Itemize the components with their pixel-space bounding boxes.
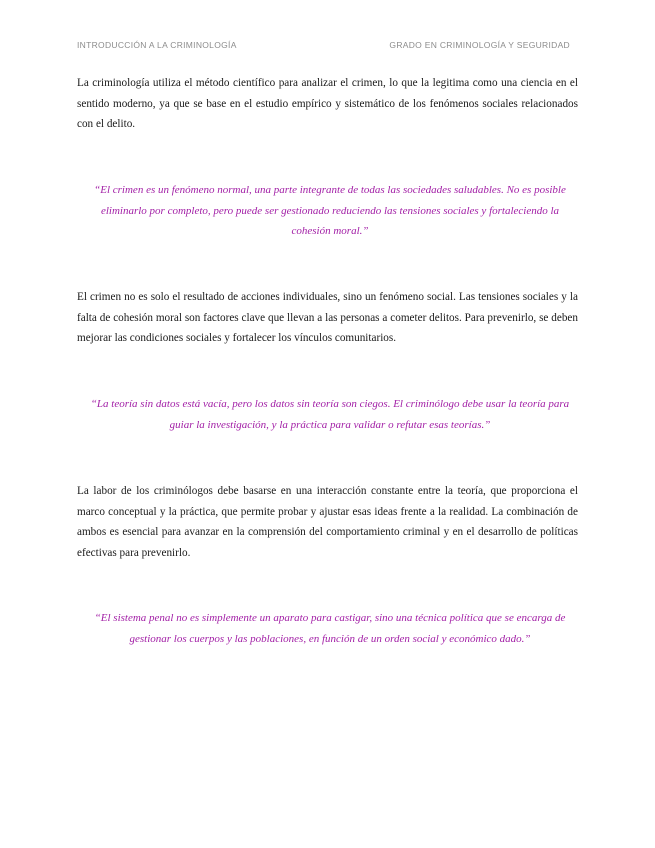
quote-crime-normal-phenomenon: “El crimen es un fenómeno normal, una parte integrante de todas las sociedades saludables. No es posible eliminarlo por completo, pero puede ser gestionado reduciendo las tensiones sociales y fortaleciendo la cohesión moral.” bbox=[94, 184, 566, 237]
page-header bbox=[77, 40, 570, 54]
paragraph-crime-social-phenomenon: El crimen no es solo el resultado de acciones individuales, sino un fenómeno social. Las tensiones sociales y la falta de cohesión moral son factores clave que llevan a las personas a cometer delitos. Para prevenirlo, se deben mejorar las condiciones sociales y fortalecer los vínculos comunitarios. bbox=[77, 291, 578, 344]
quote-theory-and-data: “La teoría sin datos está vacía, pero los datos sin teoría son ciegos. El criminólogo debe usar la teoría para guiar la investigación, y la práctica para validar o refutar esas teorías.” bbox=[90, 398, 570, 431]
paragraph-criminology-method: La criminología utiliza el método científico para analizar el crimen, lo que la legitima como una ciencia en el sentido moderno, ya que se base en el estudio empírico y sistemático de los fenómenos sociales relacionados con el delito. bbox=[77, 77, 578, 130]
header-degree-title: GRADO EN CRIMINOLOGÍA Y SEGURIDAD bbox=[389, 40, 570, 50]
header-course-title: INTRODUCCIÓN A LA CRIMINOLOGÍA bbox=[77, 40, 237, 50]
quote-penal-system: “El sistema penal no es simplemente un aparato para castigar, sino una técnica política que se encarga de gestionar los cuerpos y las poblaciones, en función de un orden social y económico dado.” bbox=[94, 612, 566, 645]
paragraph-theory-practice: La labor de los criminólogos debe basarse en una interacción constante entre la teoría, que proporciona el marco conceptual y la práctica, que permite probar y ajustar esas ideas frente a la realidad. La combinación de ambos es esencial para avanzar en la comprensión del comportamiento criminal y en el desarrollo de políticas efectivas para prevenirlo. bbox=[77, 485, 578, 559]
